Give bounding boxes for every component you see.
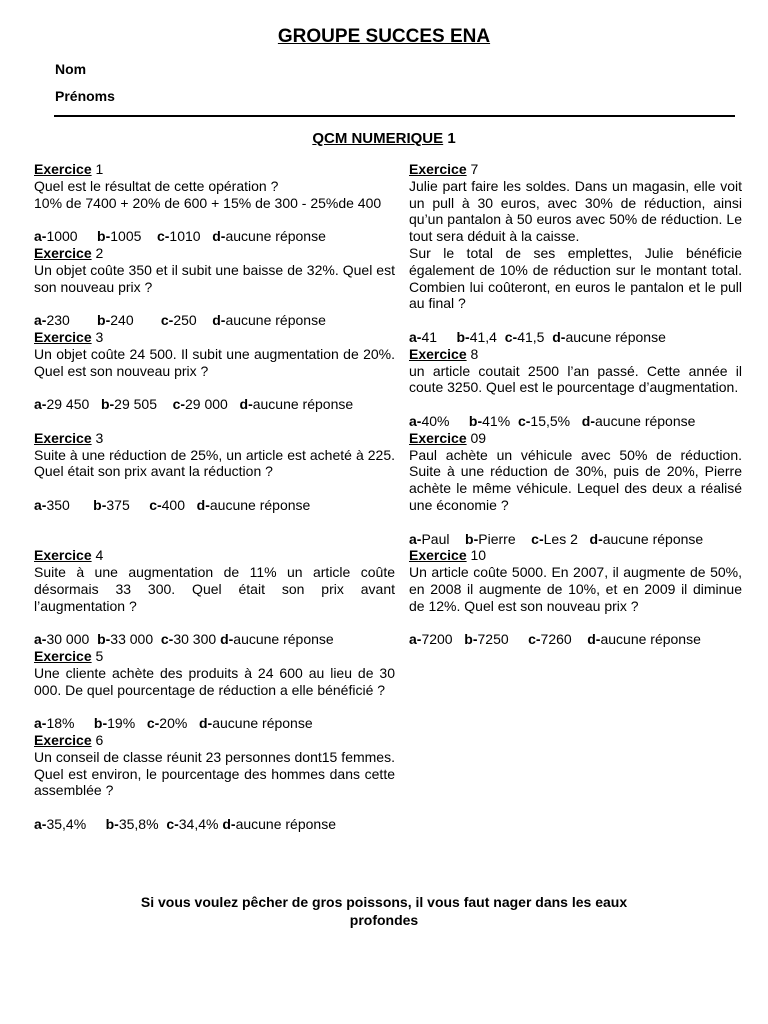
answer-option: 240 [110,312,161,329]
exercice-1-text: Quel est le résultat de cette opération ? [34,177,279,194]
exercice-6 [34,732,395,833]
answer-key: a- [409,631,422,648]
answer-option: 35,4% [46,816,106,833]
answer-key: d- [222,816,236,833]
answer-key: a- [409,328,422,345]
exercice-2-label: Exercice [34,244,92,261]
exercice-1-label: Exercice [34,161,92,177]
exercice-10-label: Exercice [409,547,467,564]
answer-key: a- [34,715,47,732]
answer-option: 29 505 [114,396,173,413]
exercice-6-number: 6 [91,732,104,749]
answer-key: a- [34,228,47,245]
answer-option: Les 2 [543,530,590,547]
answer-key: b- [456,328,470,345]
exercice-1-text: 10% de 7400 + 20% de 600 + 15% de 300 - 25%de 400 [34,194,382,211]
answer-option: 30 000 [46,631,98,648]
answer-option: 33 000 [110,631,161,648]
exercice-1-answers [34,228,395,245]
answer-key: d- [196,496,210,513]
answer-option: 41% [482,412,518,429]
answer-option: 35,8% [118,816,167,833]
answer-key: a- [34,396,47,413]
answer-key: b- [93,715,108,732]
exercice-4-text: Suite à une augmentation de 11% un article coûte désormais 33 300. Quel était son prix avant l’augmentation ? [34,564,395,614]
answer-option: 7250 [477,631,529,648]
document-title: GROUPE SUCCES ENA [277,26,491,47]
answer-key: b- [105,816,119,833]
exercice-2-text: Un objet coûte 350 et il subit une baisse de 32%. Quel est son nouveau prix ? [34,261,395,295]
answer-option: 15,5% [530,412,582,429]
answer-key: a- [409,412,422,429]
answer-key: d- [220,631,234,648]
exercice-8 [409,346,742,430]
exercice-10-answers [409,631,742,648]
answer-option: 41 [421,328,457,345]
closing-quote-line-1: Si vous voulez pêcher de gros poissons, il vous faut nager dans les eaux [140,894,628,910]
exercice-7-number: 7 [466,161,479,177]
answer-option: aucune réponse [565,328,666,345]
answer-key: d- [581,412,595,429]
answer-option: 7260 [540,631,588,648]
closing-quote-line-2: profondes [349,912,419,928]
answer-option: 7200 [421,631,465,648]
exercice-5-answers [34,715,395,732]
answer-key: c- [146,715,160,732]
answer-key: c- [531,530,544,547]
qcm-number: 1 [443,130,456,147]
answer-key: b- [468,412,483,429]
answer-key: c- [156,228,170,245]
answer-key: d- [212,312,226,329]
answer-key: a- [34,312,47,329]
exercice-3 [34,329,395,413]
answer-key: c- [160,631,174,648]
exercice-2-answers [34,312,395,329]
exercice-5-text: Une cliente achète des produits à 24 600 au lieu de 30 000. De quel pourcentage de réduction a elle bénéficié ? [34,664,395,698]
answer-option: aucune réponse [225,312,326,329]
answer-option: 1005 [110,228,157,245]
exercice-7-text: Sur le total de ses emplettes, Julie bénéficie également de 10% de réduction sur le montant total. Combien lui coûteront, en euros le pantalon et le pull au final ? [409,244,742,312]
exercice-5-label: Exercice [34,648,92,665]
answer-key: c- [149,496,162,513]
answer-option: 41,5 [517,328,553,345]
exercice-6-label: Exercice [34,732,92,749]
exercice-9-answers [409,531,742,548]
nom-label: Nom [55,61,87,77]
exercice-1-number: 1 [91,161,104,177]
answer-key: b- [100,396,115,413]
answer-key: d- [552,328,566,345]
answer-option: 400 [161,496,197,513]
exercice-3-text: Un objet coûte 24 500. Il subit une augmentation de 20%. Quel est son nouveau prix ? [34,345,395,379]
exercice-10 [409,547,742,648]
answer-option: 30 300 [173,631,221,648]
exercice-3-bis-number: 3 [91,429,104,446]
left-column [34,161,395,833]
exercice-3-bis [34,430,395,514]
answer-option: 29 450 [46,396,101,413]
exercice-5 [34,648,395,732]
answer-key: b- [97,631,111,648]
answer-option: aucune réponse [212,715,313,732]
answer-key: b- [93,496,107,513]
answer-key: c- [166,816,179,833]
answer-key: a- [34,816,47,833]
answer-key: d- [239,396,253,413]
exercice-4-answers [34,631,395,648]
answer-option: 350 [46,496,94,513]
answer-option: aucune réponse [600,631,701,648]
exercice-6-text: Un conseil de classe réunit 23 personnes dont15 femmes. Quel est environ, le pourcentage des hommes dans cette assemblée ? [34,748,395,799]
exercice-8-number: 8 [466,345,479,362]
answer-option: 375 [106,496,150,513]
closing-quote [100,893,668,929]
answer-key: a- [409,530,422,547]
answer-key: d- [589,530,603,547]
prenoms-label: Prénoms [55,88,115,104]
exercice-3-bis-label: Exercice [34,429,92,446]
exercice-7-label: Exercice [409,161,467,177]
answer-option: 1000 [46,228,98,245]
exercice-9 [409,430,742,548]
answer-option: 230 [46,312,98,329]
exercice-9-label: Exercice [409,429,467,446]
answer-key: a- [34,631,47,648]
answer-option: 29 000 [185,396,240,413]
qcm-title-text: QCM NUMERIQUE [312,130,444,147]
answer-key: b- [465,530,479,547]
exercice-3-bis-answers [34,497,395,514]
answer-option: 34,4% [178,816,223,833]
answer-key: c- [504,328,518,345]
exercice-7 [409,161,742,346]
right-column [409,161,742,648]
exercice-3-number: 3 [91,328,104,345]
answer-key: a- [34,496,47,513]
answer-option: aucune réponse [225,228,326,245]
answer-key: b- [97,312,111,329]
exercice-10-text: Un article coûte 5000. En 2007, il augmente de 50%, en 2008 il augmente de 10%, et en 2009 il diminue de 12%. Quel est son nouveau prix ? [409,564,742,614]
answer-option: aucune réponse [602,530,704,547]
answer-key: d- [587,631,601,648]
header-divider [54,115,735,117]
answer-option: 41,4 [469,328,505,345]
answer-option: 20% [159,715,199,732]
exercice-10-number: 10 [466,547,487,564]
answer-option: 18% [46,715,94,732]
answer-option: aucune réponse [595,412,696,429]
answer-option: 1010 [169,228,213,245]
answer-option: 19% [107,715,147,732]
answer-key: c- [528,631,541,648]
exercice-2 [34,245,395,329]
exercice-4-number: 4 [91,547,104,564]
exercice-7-answers [409,329,742,346]
answer-option: aucune réponse [233,631,334,648]
exercice-6-answers [34,816,395,833]
answer-option: aucune réponse [209,496,311,513]
exercice-3-label: Exercice [34,328,92,345]
exercice-3-bis-text: Suite à une réduction de 25%, un article est acheté à 225. Quel était son prix avant la réduction ? [34,446,395,480]
exercice-8-text: un article coutait 2500 l’an passé. Cette année il coute 3250. Quel est le pourcentage d’augmentation. [409,362,742,396]
answer-option: aucune réponse [252,396,354,413]
answer-key: b- [97,228,111,245]
answer-option: Pierre [478,530,532,547]
answer-option: Paul [421,530,466,547]
exercice-4 [34,547,395,648]
answer-option: 40% [421,412,469,429]
qcm-title [0,130,768,147]
answer-option: aucune réponse [235,816,336,833]
exercice-8-answers [409,413,742,430]
exercice-5-number: 5 [91,648,104,665]
answer-key: c- [517,412,531,429]
answer-key: d- [212,228,226,245]
answer-option: 250 [173,312,213,329]
exercice-9-number: 09 [466,429,487,446]
exercice-2-number: 2 [91,244,104,261]
answer-key: d- [199,715,213,732]
exercice-9-text: Paul achète un véhicule avec 50% de réduction. Suite à une réduction de 30%, puis de 20%, Pierre achète le même véhicule. Lequel des deux a réalisé une économie ? [409,446,742,513]
exercice-7-text: Julie part faire les soldes. Dans un magasin, elle voit un pull à 30 euros, avec 30% de réduction, ainsi qu’un pantalon à 50 euros avec 50% de réduction. Le tout sera déduit à la caisse. [409,177,742,245]
exercice-3-answers [34,396,395,413]
answer-key: c- [160,312,174,329]
exercice-1 [34,161,395,245]
answer-key: b- [464,631,478,648]
exercice-4-label: Exercice [34,547,92,564]
answer-key: c- [172,396,186,413]
exercice-8-label: Exercice [409,345,467,362]
